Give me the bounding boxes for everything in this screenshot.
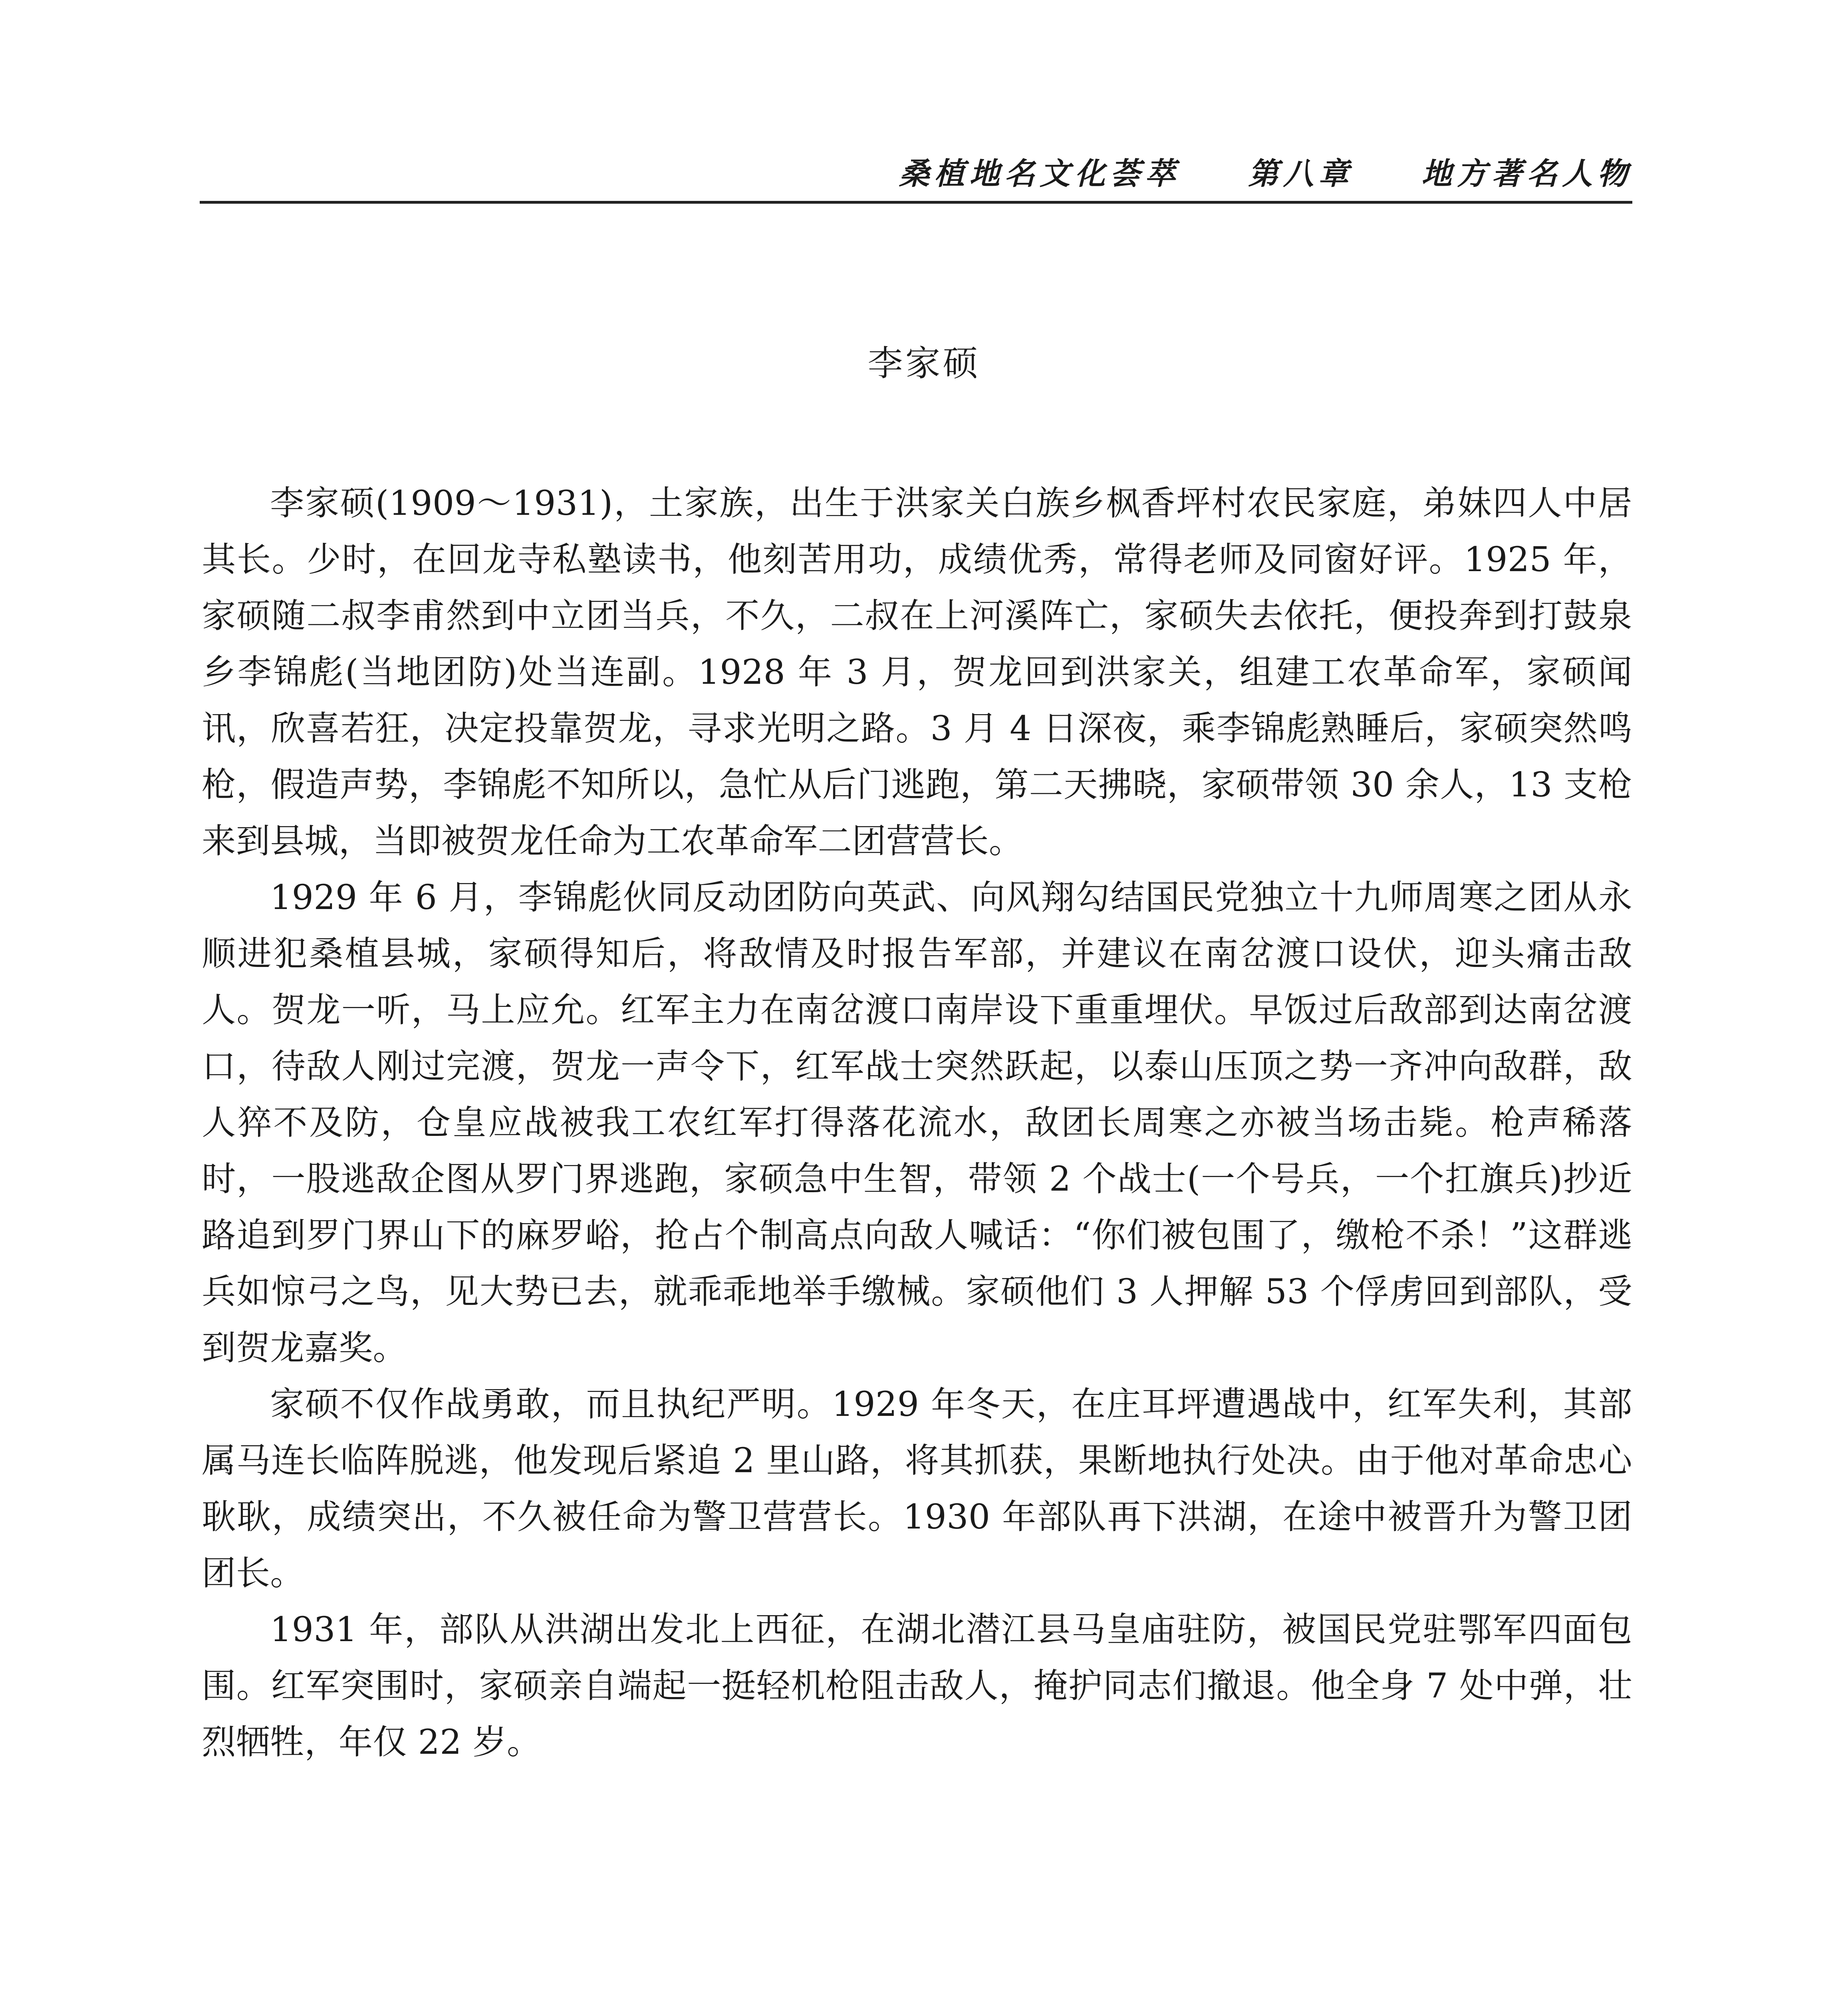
article-title: 李家硕	[867, 343, 981, 384]
header-chapter: 第八章	[1248, 156, 1354, 191]
paragraph-2: 1929 年 6 月，李锦彪伙同反动团防向英武、向风翔勾结国民党独立十九师周寒之团从永顺进犯桑植县城，家硕得知后，将敌情及时报告军部，并建议在南岔渡口设伏，迎头痛击敌人。贺龙一听，马上应允。红军主力在南岔渡口南岸设下重重埋伏。早饭过后敌部到达南岔渡口，待敌人刚过完渡，贺龙一声令下，红军战士突然跃起，以泰山压顶之势一齐冲向敌群，敌人猝不及防，仓皇应战被我工农红军打得落花流水，敌团长周寒之亦被当场击毙。枪声稀落时，一股逃敌企图从罗门界逃跑，家硕急中生智，带领 2 个战士(一个号兵，一个扛旗兵)抄近路追到罗门界山下的麻罗峪，抢占个制高点向敌人喊话：“你们被包围了，缴枪不杀！”这群逃兵如惊弓之鸟，见大势已去，就乖乖地举手缴械。家硕他们 3 人押解 53 个俘虏回到部队，受到贺龙嘉奖。	[202, 878, 1632, 1368]
paragraph-3: 家硕不仅作战勇敢，而且执纪严明。1929 年冬天，在庄耳坪遭遇战中，红军失利，其部属马连长临阵脱逃，他发现后紧追 2 里山路，将其抓获，果断地执行处决。由于他对革命忠心耿耿，成绩突出，不久被任命为警卫营营长。1930 年部队再下洪湖，在途中被晋升为警卫团团长。	[202, 1385, 1632, 1593]
article-body	[202, 475, 1632, 1771]
header-section: 地方著名人物	[1421, 156, 1632, 191]
paragraph-1: 李家硕(1909～1931)，土家族，出生于洪家关白族乡枫香坪村农民家庭，弟妹四人中居其长。少时，在回龙寺私塾读书，他刻苦用功，成绩优秀，常得老师及同窗好评。1925 年，家硕随二叔李甫然到中立团当兵，不久，二叔在上河溪阵亡，家硕失去依托，便投奔到打鼓泉乡李锦彪(当地团防)处当连副。1928 年 3 月，贺龙回到洪家关，组建工农革命军，家硕闻讯，欣喜若狂，决定投靠贺龙，寻求光明之路。3 月 4 日深夜，乘李锦彪熟睡后，家硕突然鸣枪，假造声势，李锦彪不知所以，急忙从后门逃跑，第二天拂晓，家硕带领 30 余人，13 支枪来到县城，当即被贺龙任命为工农革命军二团营营长。	[202, 484, 1632, 861]
header-book-title: 桑植地名文化荟萃	[899, 156, 1180, 191]
paragraph-4: 1931 年，部队从洪湖出发北上西征，在湖北潜江县马皇庙驻防，被国民党驻鄂军四面包围。红军突围时，家硕亲自端起一挺轻机枪阻击敌人，掩护同志们撤退。他全身 7 处中弹，壮烈牺牲，年仅 22 岁。	[202, 1610, 1632, 1762]
running-header	[200, 148, 1632, 204]
